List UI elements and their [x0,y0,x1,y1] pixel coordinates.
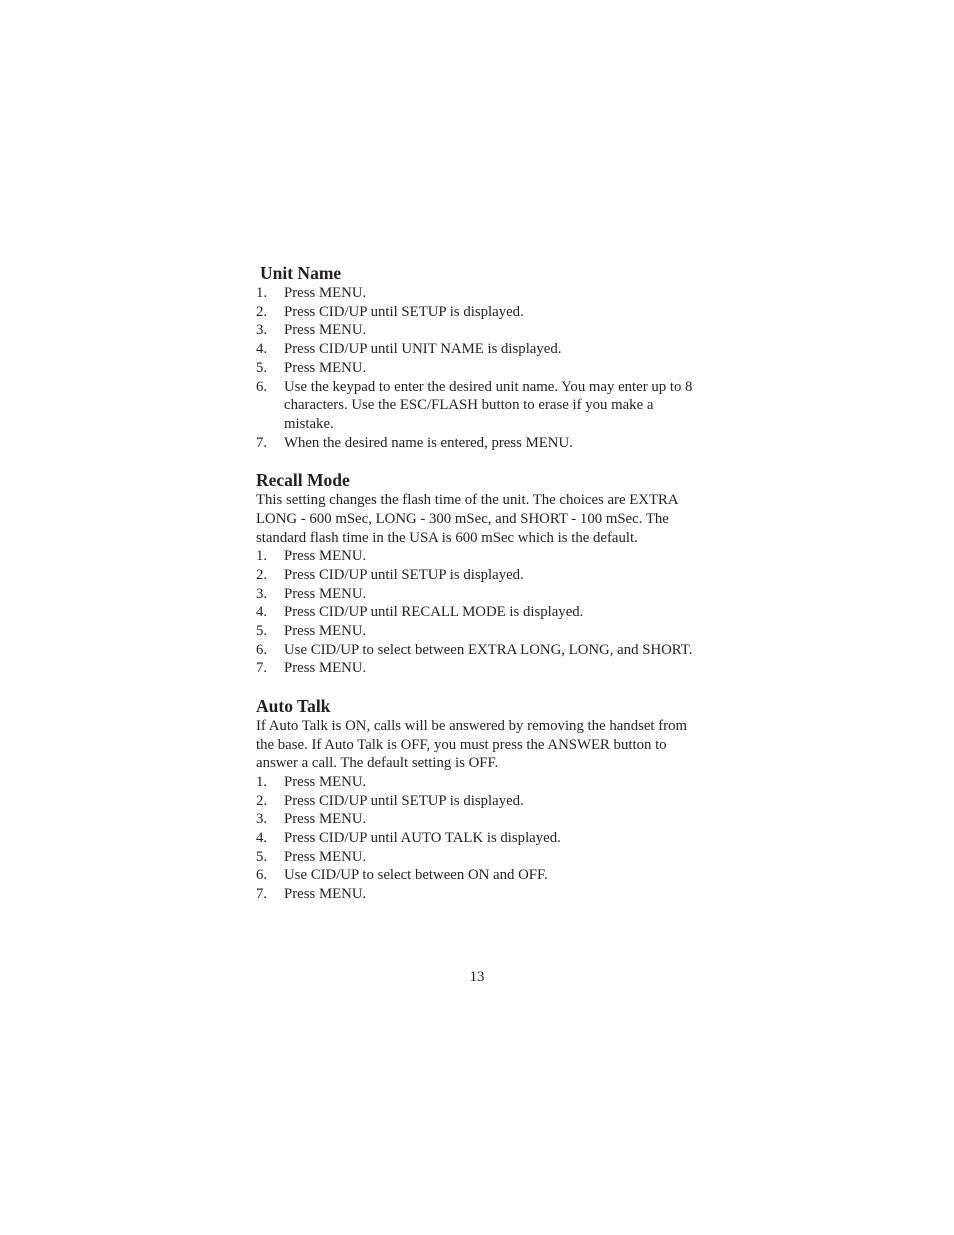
section-unit-name [256,262,706,452]
step-text: Press CID/UP until SETUP is displayed. [284,303,524,320]
list-item [256,321,706,340]
list-item [256,866,706,885]
step-text: Use CID/UP to select between EXTRA LONG, LONG, and SHORT. [284,641,693,658]
step-number: 3. [256,811,268,828]
manual-page-content [256,262,706,904]
list-item [256,566,706,585]
step-number: 7. [256,660,268,677]
list-item [256,792,706,811]
section-recall-mode [256,469,706,678]
list-item [256,848,706,867]
list-item [256,303,706,322]
step-text: Press CID/UP until SETUP is displayed. [284,566,524,583]
step-text: Press MENU. [284,585,367,602]
list-item [256,547,706,566]
step-text: Press MENU. [284,811,367,828]
step-number: 1. [256,773,268,790]
step-number: 4. [256,341,268,358]
list-item [256,434,706,453]
step-number: 6. [256,867,268,884]
step-number: 2. [256,566,268,583]
section-heading: Auto Talk [256,696,331,717]
step-text: Press CID/UP until RECALL MODE is displayed. [284,604,584,621]
step-text: Press MENU. [284,359,367,376]
step-number: 1. [256,285,268,301]
step-text: Press MENU. [284,660,367,677]
step-number: 4. [256,829,268,846]
steps-list [256,284,706,452]
list-item [256,284,706,303]
steps-list [256,547,706,678]
step-number: 2. [256,792,268,809]
step-number: 3. [256,322,268,339]
step-number: 6. [256,378,268,395]
step-text: Press CID/UP until UNIT NAME is displayed. [284,341,562,358]
step-text: Use the keypad to enter the desired unit name. You may enter up to 8 characters. Use the ESC/FLASH button to erase if you make a mistake. [284,378,693,432]
step-text: Use CID/UP to select between ON and OFF. [284,867,548,884]
section-paragraph: If Auto Talk is ON, calls will be answered by removing the handset from the base. If Auto Talk is OFF, you must press the ANSWER button to answer a call. The default setting is OFF. [256,718,687,772]
steps-list [256,773,706,904]
step-number: 2. [256,303,268,320]
section-heading: Recall Mode [256,470,350,491]
step-number: 5. [256,848,268,865]
section-paragraph: This setting changes the flash time of the unit. The choices are EXTRA LONG - 600 mSec, LONG - 300 mSec, and SHORT - 100 mSec. The standard flash time in the USA is 600 mSec which is the default. [256,492,678,546]
step-text: Press MENU. [284,773,367,790]
step-number: 5. [256,359,268,376]
step-text: Press CID/UP until AUTO TALK is displayed. [284,829,561,846]
list-item [256,340,706,359]
list-item [256,378,706,434]
step-number: 4. [256,604,268,621]
step-number: 1. [256,548,268,565]
list-item [256,829,706,848]
list-item [256,810,706,829]
list-item [256,659,706,678]
step-text: When the desired name is entered, press MENU. [284,434,573,451]
page-number: 13 [469,969,485,985]
step-number: 5. [256,622,268,639]
step-number: 7. [256,434,268,451]
step-text: Press MENU. [284,285,367,301]
step-text: Press MENU. [284,622,367,639]
step-text: Press MENU. [284,322,367,339]
list-item [256,773,706,792]
list-item [256,622,706,641]
list-item [256,603,706,622]
step-number: 6. [256,641,268,658]
list-item [256,885,706,904]
section-auto-talk [256,695,706,904]
step-text: Press MENU. [284,548,367,565]
list-item [256,641,706,660]
section-heading: Unit Name [260,263,342,283]
step-text: Press MENU. [284,886,367,903]
step-text: Press MENU. [284,848,367,865]
step-number: 3. [256,585,268,602]
step-number: 7. [256,886,268,903]
list-item [256,585,706,604]
list-item [256,359,706,378]
step-text: Press CID/UP until SETUP is displayed. [284,792,524,809]
